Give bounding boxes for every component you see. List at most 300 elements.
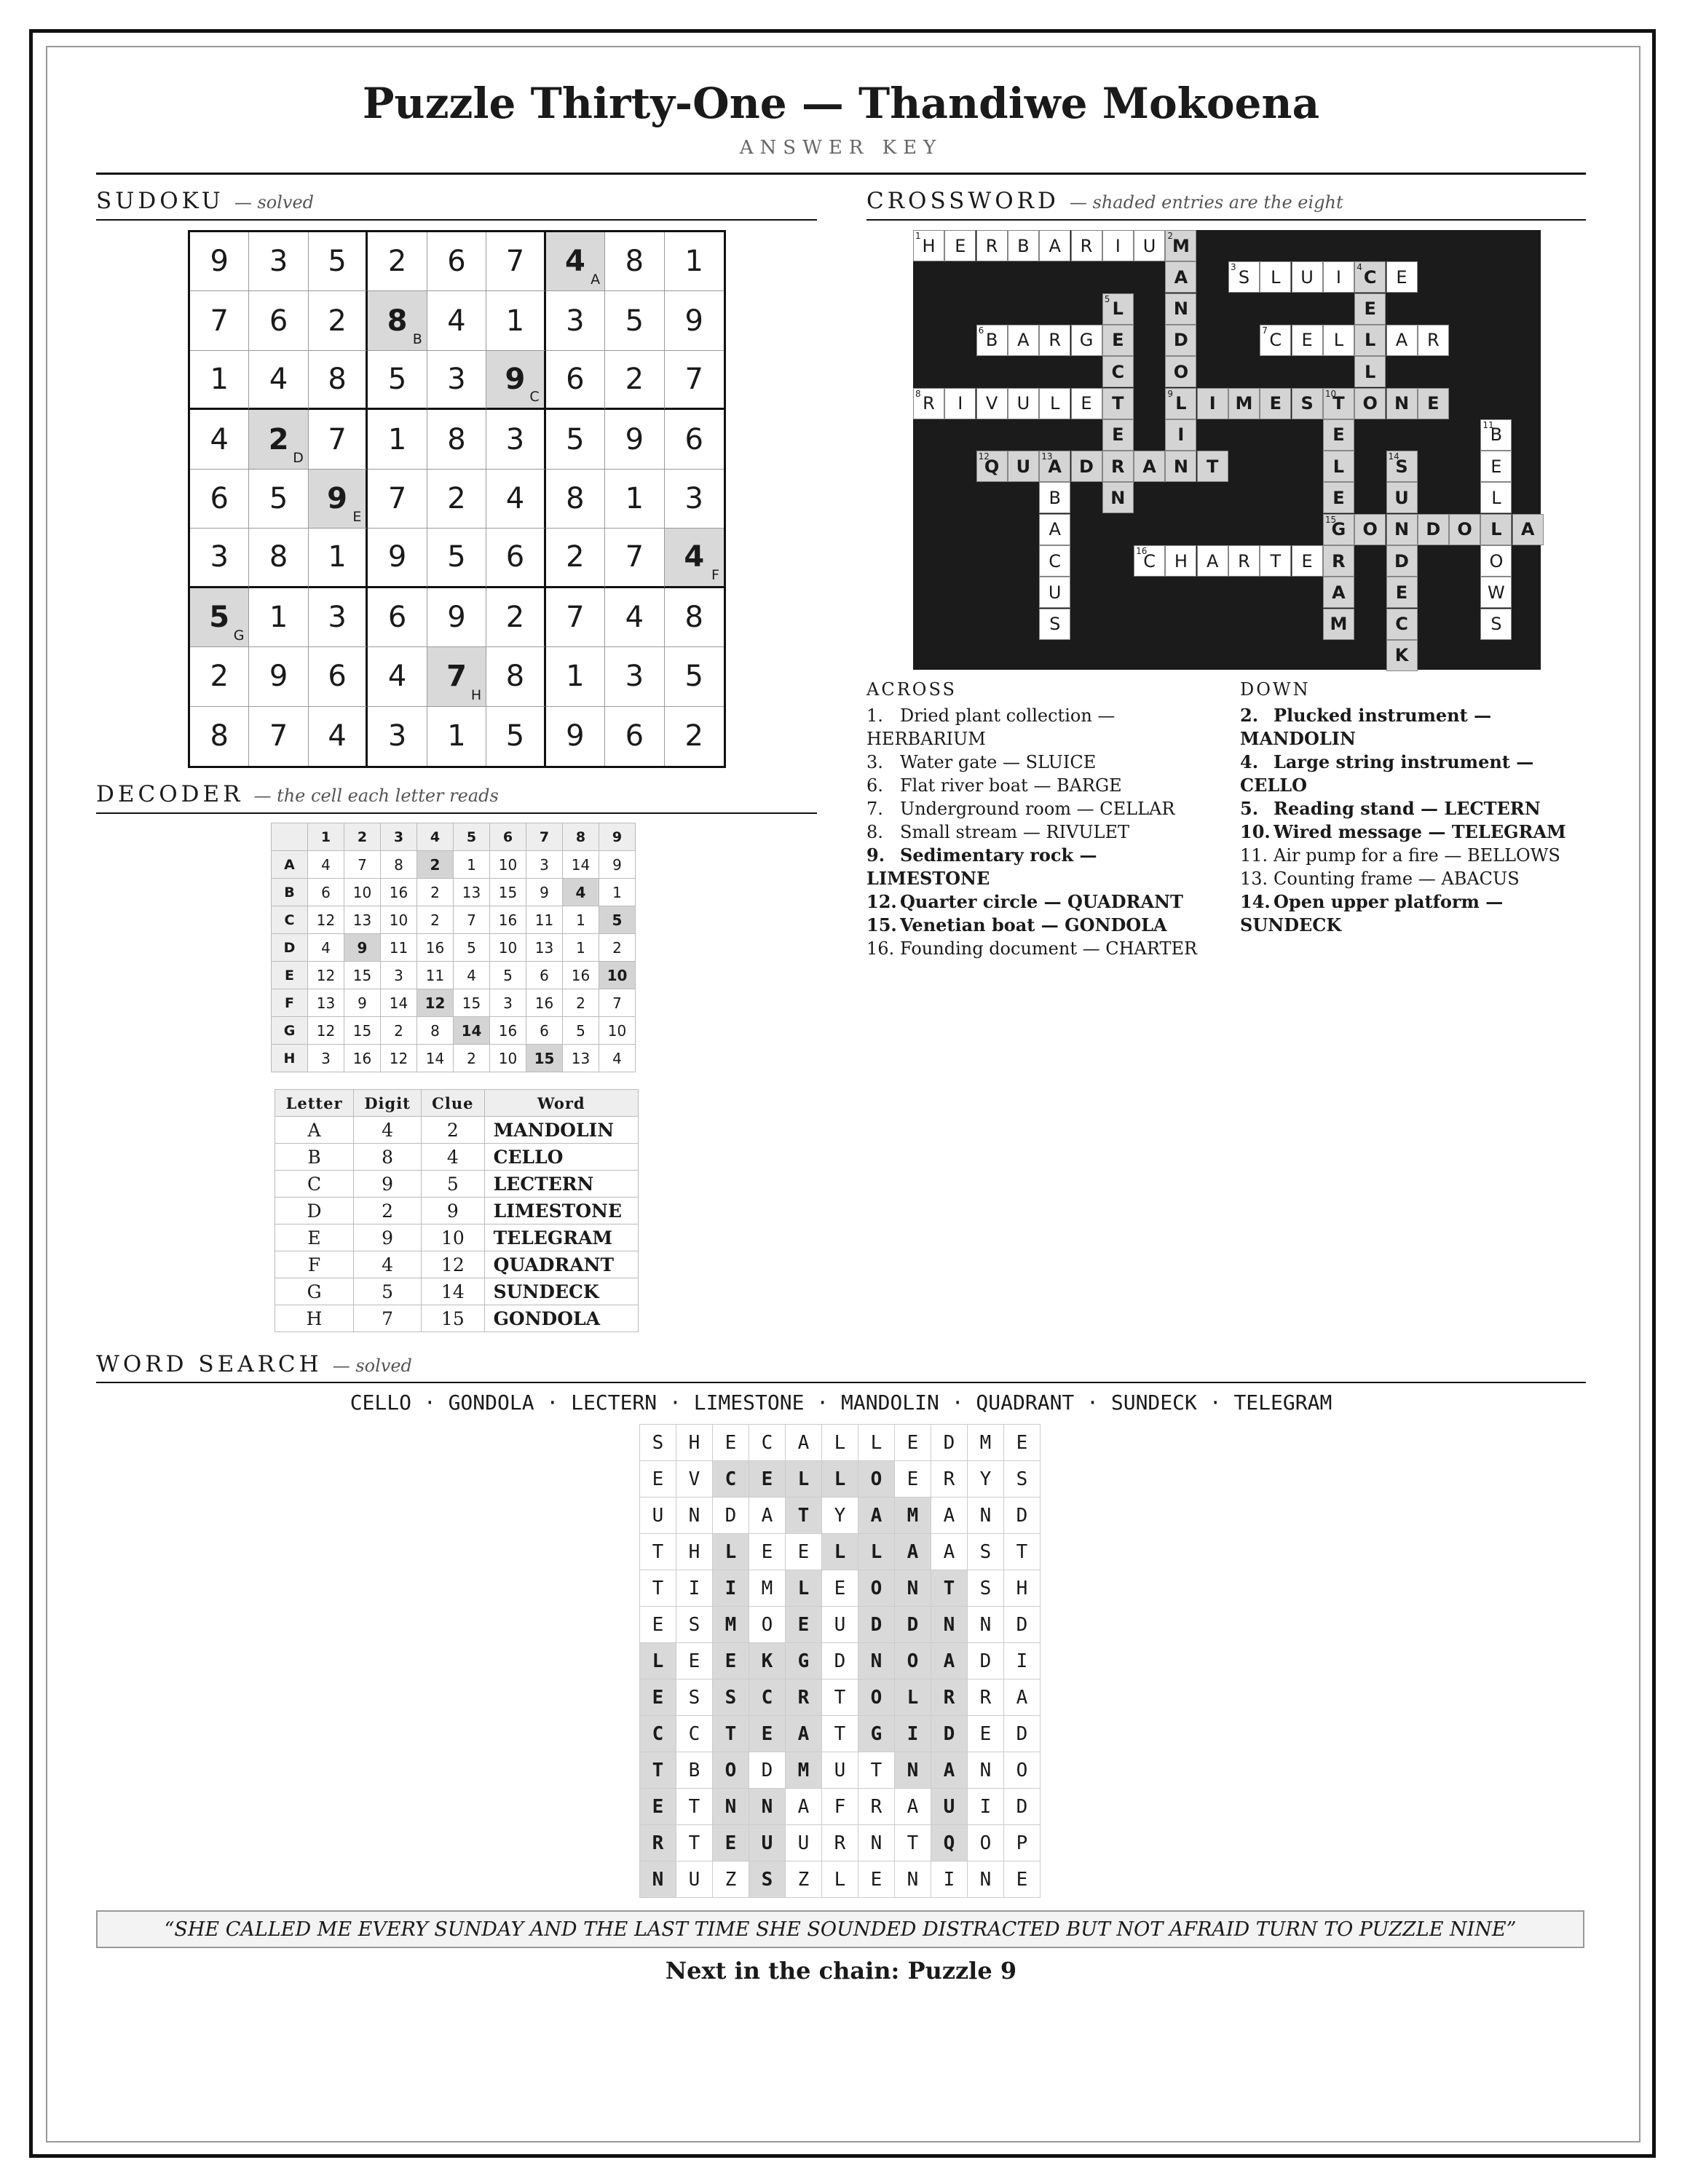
decoder-rule (96, 812, 817, 814)
sudoku-cell: 5 (546, 410, 605, 469)
sudoku-cell: 1 (190, 351, 249, 410)
sudoku-cell: 2 (190, 647, 249, 706)
crossword-cell: T 10 (1323, 388, 1354, 419)
sudoku-cell: 1 (605, 470, 664, 529)
wordsearch-cell: N (713, 1789, 749, 1825)
decoder-cell: 10 (599, 1017, 636, 1045)
crossword-cell: B (1039, 482, 1070, 513)
crossword-cell: E (1418, 388, 1449, 419)
sudoku-rule (96, 219, 817, 221)
wordsearch-cell: T (858, 1752, 895, 1789)
sudoku-cell: 6 (309, 647, 368, 706)
sudoku-cell: 7 H (427, 647, 486, 706)
wordsearch-cell: M (968, 1425, 1004, 1461)
wordsearch-cell: E (1004, 1861, 1041, 1898)
crossword-cell: O (1354, 514, 1386, 545)
wordsearch-cell: G (786, 1643, 822, 1679)
sudoku-cell: 4 (249, 351, 308, 410)
decoder-cell: 15 (526, 1045, 563, 1072)
wordsearch-cell: L (895, 1679, 931, 1716)
crossword-cell: L (1354, 356, 1386, 387)
decoder-cell: 16 (526, 989, 563, 1017)
clue-item (866, 890, 1216, 914)
wordsearch-rule (96, 1382, 1586, 1383)
wordsearch-cell: Q (931, 1825, 968, 1861)
decoder-row-header: F (272, 989, 308, 1017)
decoder-cell: 6 (526, 962, 563, 989)
wordsearch-cell: U (822, 1607, 858, 1643)
wordsearch-cell: S (968, 1570, 1004, 1607)
crossword-clue-number: 7 (1262, 325, 1268, 336)
wordsearch-cell: U (822, 1752, 858, 1789)
decoder-map-cell: D (275, 1198, 354, 1224)
clue-item (866, 751, 1216, 774)
crossword-cell: L 9 (1165, 388, 1196, 419)
decoder-cell: 5 (599, 906, 636, 934)
decoder-cell: 5 (490, 962, 526, 989)
decoder-cell: 7 (599, 989, 636, 1017)
crossword-cell: E (1102, 325, 1134, 356)
crossword-cell: S (1039, 609, 1070, 640)
wordsearch-cell: O (858, 1570, 895, 1607)
decoder-cell: 4 (599, 1045, 636, 1072)
crossword-clue-number: 6 (978, 325, 984, 336)
decoder-row-header: D (272, 934, 308, 962)
clue-item (1240, 820, 1575, 844)
wordsearch-cell: H (1004, 1570, 1041, 1607)
wordsearch-cell: U (931, 1789, 968, 1825)
wordsearch-cell: R (931, 1461, 968, 1497)
clue-text: Reading stand — LECTERN (1274, 798, 1541, 819)
wordsearch-cell: T (640, 1534, 676, 1570)
sudoku-cell: 8 (665, 588, 724, 647)
wordsearch-cell: R (640, 1825, 676, 1861)
wordsearch-cell: E (640, 1679, 676, 1716)
decoder-cell: 4 (308, 851, 344, 879)
wordsearch-cell: H (676, 1425, 713, 1461)
sudoku-cell: 8 (605, 232, 664, 291)
wordsearch-cell: O (858, 1461, 895, 1497)
crossword-cell: L (1260, 261, 1291, 293)
sudoku-cell: 3 (368, 707, 427, 766)
decoder-cell: 14 (381, 989, 417, 1017)
clue-text: Flat river boat — BARGE (900, 775, 1122, 796)
sudoku-cell: 9 (427, 588, 486, 647)
crossword-cell: T (1260, 545, 1291, 577)
wordsearch-cell: I (676, 1570, 713, 1607)
wordsearch-cell: E (749, 1461, 786, 1497)
sudoku-cell: 5 (486, 707, 545, 766)
decoder-cell: 2 (454, 1045, 490, 1072)
clue-number: 7. (866, 799, 883, 819)
wordsearch-cell: Y (822, 1497, 858, 1534)
decoder-cell: 9 (344, 989, 381, 1017)
wordsearch-cell: R (968, 1679, 1004, 1716)
sudoku-cell: 3 (309, 588, 368, 647)
decoder-cell: 10 (490, 1045, 526, 1072)
clue-item (866, 797, 1216, 820)
wordsearch-cell: C (749, 1679, 786, 1716)
wordsearch-cell: O (713, 1752, 749, 1789)
crossword-cell: U (1008, 451, 1039, 482)
clue-text: Founding document — CHARTER (900, 938, 1198, 959)
crossword-cell: A (1008, 325, 1039, 356)
wordsearch-cell: O (858, 1679, 895, 1716)
decoder-map-cell: C (275, 1171, 354, 1198)
decoder-cell: 6 (308, 879, 344, 906)
sudoku-cell: 4 (309, 707, 368, 766)
crossword-cell: R 8 (913, 388, 944, 419)
crossword-cell: L (1323, 325, 1354, 356)
hidden-message-quote: “SHE CALLED ME EVERY SUNDAY AND THE LAST TIME SHE SOUNDED DISTRACTED BUT NOT AFRAID TURN TO PUZZLE NINE” (96, 1910, 1584, 1948)
crossword-clue-number: 1 (915, 231, 921, 241)
crossword-cell: U (1008, 388, 1039, 419)
sudoku-cell: 9 (368, 529, 427, 587)
decoder-cell: 2 (563, 989, 599, 1017)
wordsearch-cell: D (858, 1607, 895, 1643)
crossword-cell: L (1323, 451, 1354, 482)
decoder-map-cell: 4 (354, 1117, 422, 1144)
wordsearch-cell: A (931, 1497, 968, 1534)
crossword-cell: E (1292, 545, 1323, 577)
crossword-cell: I (1323, 261, 1354, 293)
sudoku-cell: 4 A (546, 232, 605, 291)
decoder-row-header: G (272, 1017, 308, 1045)
crossword-clue-number: 3 (1231, 262, 1236, 273)
wordsearch-cell: S (968, 1534, 1004, 1570)
crossword-cell: U (1039, 577, 1070, 608)
decoder-cell: 12 (308, 1017, 344, 1045)
crossword-cell: D (1165, 325, 1196, 356)
sudoku-cell: 2 (309, 291, 368, 350)
sudoku-cell: 5 (605, 291, 664, 350)
decoder-map-cell: H (275, 1305, 354, 1332)
clue-item (1240, 890, 1575, 937)
wordsearch-cell: L (822, 1461, 858, 1497)
decoder-col-header: 2 (344, 823, 381, 851)
wordsearch-cell: D (1004, 1607, 1041, 1643)
sudoku-cell: 5 (427, 529, 486, 587)
crossword-cell: S 3 (1228, 261, 1260, 293)
wordsearch-cell: S (676, 1607, 713, 1643)
crossword-cell: Q 12 (976, 451, 1008, 482)
sudoku-cell: 8 (427, 410, 486, 469)
crossword-cell: C 7 (1260, 325, 1291, 356)
sudoku-cell: 9 (665, 291, 724, 350)
wordsearch-cell: L (786, 1570, 822, 1607)
crossword-cell: E (1292, 325, 1323, 356)
crossword-cell: V (976, 388, 1008, 419)
wordsearch-cell: E (1004, 1425, 1041, 1461)
decoder-cell: 11 (381, 934, 417, 962)
wordsearch-cell: M (895, 1497, 931, 1534)
decoder-map-cell: 14 (422, 1278, 484, 1305)
sudoku-cell: 2 (368, 232, 427, 291)
wordsearch-cell: E (640, 1607, 676, 1643)
decoder-cell: 2 (417, 879, 454, 906)
sudoku-cell: 7 (605, 529, 664, 587)
decoder-map-cell: LECTERN (484, 1171, 638, 1198)
wordsearch-cell: E (786, 1607, 822, 1643)
sudoku-cell: 2 (427, 470, 486, 529)
crossword-cell: M (1228, 388, 1260, 419)
wordsearch-cell: O (895, 1643, 931, 1679)
decoder-cell: 16 (417, 934, 454, 962)
sudoku-cell: 4 (190, 410, 249, 469)
decoder-map-cell: 7 (354, 1305, 422, 1332)
decoder-cell: 14 (454, 1017, 490, 1045)
decoder-cell: 1 (563, 906, 599, 934)
crossword-cell: C (1386, 609, 1418, 640)
sudoku-cell: 3 (249, 232, 308, 291)
clue-text: Dried plant collection — HERBARIUM (866, 705, 1116, 749)
sudoku-cell: 2 (684, 719, 703, 753)
decoder-row-header: H (272, 1045, 308, 1072)
crossword-cell: A (1134, 451, 1165, 482)
crossword-rule (866, 219, 1586, 221)
crossword-clue-number: 16 (1136, 546, 1148, 556)
sudoku-cell: 6 (546, 351, 605, 410)
decoder-map-cell: 5 (422, 1171, 484, 1198)
wordsearch-cell: N (968, 1497, 1004, 1534)
wordsearch-cell: H (676, 1534, 713, 1570)
sudoku-cell: 6 (427, 232, 486, 291)
clue-item (866, 704, 1216, 751)
wordsearch-cell: E (640, 1461, 676, 1497)
crossword-cell: E (944, 230, 976, 261)
crossword-cell: C (1039, 545, 1070, 577)
crossword-cell: A (1386, 325, 1418, 356)
decoder-cell: 4 (454, 962, 490, 989)
clue-number: 8. (866, 822, 883, 842)
crossword-cell: L (1480, 514, 1512, 545)
decoder-cell: 1 (563, 934, 599, 962)
sudoku-cell: 1 (249, 588, 308, 647)
decoder-map-cell: GONDOLA (484, 1305, 638, 1332)
crossword-cell: O (1480, 545, 1512, 577)
crossword-cell: L (1039, 388, 1070, 419)
wordsearch-cell: U (786, 1825, 822, 1861)
crossword-cell: A (1197, 545, 1228, 577)
crossword-cell: T (1102, 388, 1134, 419)
wordsearch-cell: T (676, 1825, 713, 1861)
sudoku-cell: 2 (605, 351, 664, 410)
crossword-cell: N (1165, 293, 1196, 325)
crossword-cell: I (1197, 388, 1228, 419)
sudoku-cell: 3 (486, 410, 545, 469)
decoder-map-cell: QUADRANT (484, 1251, 638, 1278)
decoder-map-cell: MANDOLIN (484, 1117, 638, 1144)
sudoku-cell: 3 (190, 529, 249, 587)
decoder-map-header: Letter (275, 1090, 354, 1117)
sudoku-cell: 8 (486, 647, 545, 706)
sudoku-cell: 8 (190, 707, 249, 766)
crossword-cell: G (1071, 325, 1102, 356)
decoder-cell: 7 (344, 851, 381, 879)
crossword-heading: CROSSWORD — shaded entries are the eight (866, 188, 1343, 214)
decoder-cell: 9 (599, 851, 636, 879)
decoder-col-header: 7 (526, 823, 563, 851)
crossword-cell: E (1323, 482, 1354, 513)
wordsearch-cell: T (1004, 1534, 1041, 1570)
wordsearch-cell: M (786, 1752, 822, 1789)
decoder-map-cell: E (275, 1224, 354, 1251)
wordsearch-cell: L (858, 1425, 895, 1461)
crossword-cell: U (1292, 261, 1323, 293)
decoder-heading: DECODER — the cell each letter reads (96, 781, 499, 807)
crossword-cell: L (1354, 325, 1386, 356)
clue-item (1240, 867, 1575, 890)
crossword-cell: E (1354, 293, 1386, 325)
crossword-clue-number: 8 (915, 388, 921, 399)
page-title: Puzzle Thirty-One — Thandiwe Mokoena (362, 79, 1320, 128)
wordsearch-cell: A (931, 1534, 968, 1570)
decoder-cell: 5 (563, 1017, 599, 1045)
decoder-corner (272, 823, 308, 851)
wordsearch-cell: S (640, 1425, 676, 1461)
sudoku-heading: SUDOKU — solved (96, 188, 315, 214)
crossword-cell: D (1071, 451, 1102, 482)
clue-number: 2. (1240, 705, 1259, 726)
crossword-cell: B 6 (976, 325, 1008, 356)
crossword-cell: N (1165, 451, 1196, 482)
wordsearch-cell: E (713, 1643, 749, 1679)
sudoku-cell: 5 (249, 470, 308, 529)
title-rule (96, 173, 1586, 175)
sudoku-cell: 1 (486, 291, 545, 350)
crossword-cell: I (1102, 230, 1134, 261)
clue-text: Plucked instrument — MANDOLIN (1240, 705, 1492, 749)
wordsearch-cell: E (713, 1825, 749, 1861)
wordsearch-cell: N (968, 1607, 1004, 1643)
clue-text: Wired message — TELEGRAM (1274, 821, 1566, 842)
decoder-row-header: C (272, 906, 308, 934)
sudoku-cell: 9 (249, 647, 308, 706)
decoder-col-header: 6 (490, 823, 526, 851)
wordsearch-cell: P (1004, 1825, 1041, 1861)
wordsearch-cell: D (1004, 1716, 1041, 1752)
wordsearch-cell: L (822, 1534, 858, 1570)
sudoku-cell: 7 (249, 707, 308, 766)
crossword-cell: C (1102, 356, 1134, 387)
decoder-map-cell: 5 (354, 1278, 422, 1305)
decoder-map-cell: 2 (354, 1198, 422, 1224)
sudoku-cell: 3 (605, 647, 664, 706)
wordsearch-cell: I (968, 1789, 1004, 1825)
crossword-cell: H 1 (913, 230, 944, 261)
wordsearch-cell: D (822, 1643, 858, 1679)
clue-item (1240, 844, 1575, 867)
sudoku-cell: 1 (427, 707, 486, 766)
wordsearch-cell: T (640, 1570, 676, 1607)
decoder-cell: 8 (381, 851, 417, 879)
decoder-map-cell: CELLO (484, 1144, 638, 1171)
sudoku-cell-letter: E (352, 509, 362, 526)
sudoku-cell-letter: C (529, 389, 540, 405)
decoder-col-header: 3 (381, 823, 417, 851)
clue-item (866, 844, 1216, 890)
crossword-cell: O (1165, 356, 1196, 387)
decoder-map-cell: 2 (422, 1117, 484, 1144)
decoder-col-header: 8 (563, 823, 599, 851)
clue-number: 15. (866, 914, 897, 935)
decoder-map-header: Clue (422, 1090, 484, 1117)
sudoku-cell: 7 (309, 410, 368, 469)
wordsearch-heading: WORD SEARCH — solved (96, 1351, 412, 1377)
wordsearch-wordlist: CELLO · GONDOLA · LECTERN · LIMESTONE · MANDOLIN · QUADRANT · SUNDECK · TELEGRAM (350, 1390, 1332, 1415)
decoder-cell: 11 (526, 906, 563, 934)
wordsearch-cell: N (676, 1497, 713, 1534)
wordsearch-cell: D (749, 1752, 786, 1789)
wordsearch-cell: A (786, 1716, 822, 1752)
next-puzzle-note: Next in the chain: Puzzle 9 (665, 1957, 1017, 1985)
crossword-cell: R (1102, 451, 1134, 482)
wordsearch-cell: I (1004, 1643, 1041, 1679)
crossword-cell: N (1102, 482, 1134, 513)
decoder-cell: 12 (381, 1045, 417, 1072)
wordsearch-cell: V (676, 1461, 713, 1497)
wordsearch-cell: M (713, 1607, 749, 1643)
clue-number: 6. (866, 775, 883, 796)
decoder-cell: 12 (308, 906, 344, 934)
wordsearch-cell: N (895, 1861, 931, 1898)
wordsearch-cell: T (676, 1789, 713, 1825)
decoder-map-cell: SUNDECK (484, 1278, 638, 1305)
wordsearch-cell: A (858, 1497, 895, 1534)
crossword-cell: S 14 (1386, 451, 1418, 482)
wordsearch-cell: Z (713, 1861, 749, 1898)
decoder-cell: 5 (454, 934, 490, 962)
crossword-cell: M (1323, 609, 1354, 640)
wordsearch-cell: S (749, 1861, 786, 1898)
wordsearch-cell: N (968, 1752, 1004, 1789)
wordsearch-cell: G (858, 1716, 895, 1752)
decoder-cell: 3 (490, 989, 526, 1017)
clue-number: 14. (1240, 891, 1271, 912)
decoder-cell: 10 (490, 934, 526, 962)
clue-text: Water gate — SLUICE (900, 752, 1097, 772)
sudoku-cell: 2 D (249, 410, 308, 469)
decoder-cell: 15 (344, 1017, 381, 1045)
wordsearch-cell: E (858, 1861, 895, 1898)
crossword-cell: B 11 (1480, 419, 1512, 451)
clue-text: Open upper platform — SUNDECK (1240, 891, 1504, 935)
wordsearch-cell: S (676, 1679, 713, 1716)
crossword-clue-number: 10 (1324, 388, 1337, 399)
crossword-cell: A (1165, 261, 1196, 293)
sudoku-cell: 8 (249, 529, 308, 587)
sudoku-cell: 6 (249, 291, 308, 350)
crossword-cell: N (1386, 388, 1418, 419)
crossword-cell: A 13 (1039, 451, 1070, 482)
clue-text: Small stream — RIVULET (900, 822, 1130, 842)
sudoku-cell: 3 (546, 291, 605, 350)
sudoku-cell: 3 (427, 351, 486, 410)
wordsearch-cell: I (713, 1570, 749, 1607)
decoder-cell: 15 (344, 962, 381, 989)
crossword-cell: S (1292, 388, 1323, 419)
decoder-map-cell: G (275, 1278, 354, 1305)
sudoku-cell: 7 (190, 291, 249, 350)
wordsearch-cell: A (895, 1789, 931, 1825)
wordsearch-cell: B (676, 1752, 713, 1789)
wordsearch-cell: T (640, 1752, 676, 1789)
wordsearch-cell: E (640, 1789, 676, 1825)
decoder-map-cell: TELEGRAM (484, 1224, 638, 1251)
crossword-cell: K (1386, 640, 1418, 671)
clue-text: Venetian boat — GONDOLA (900, 914, 1167, 935)
clue-number: 10. (1240, 821, 1271, 842)
